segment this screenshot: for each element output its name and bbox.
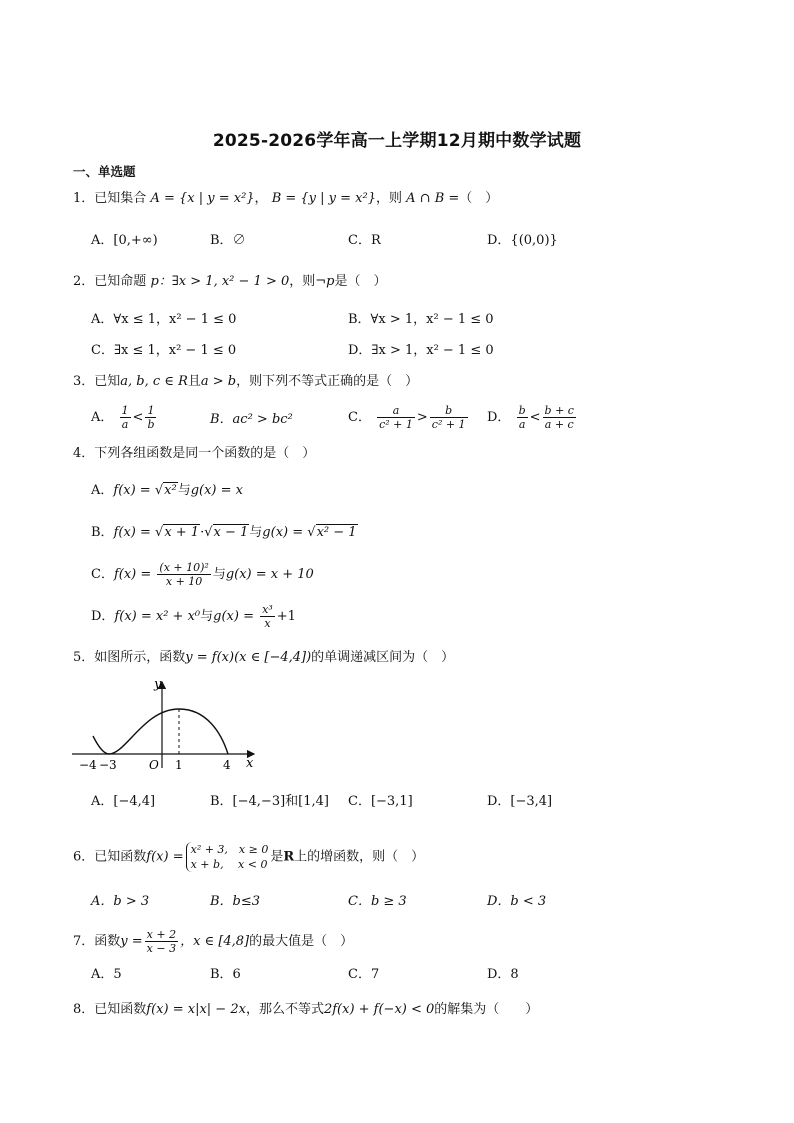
option-3a[interactable]: A． $\frac{1}{a}$ < $\frac{1}{b}$	[91, 404, 155, 431]
question-5: 5．如图所示，函数y = f(x)(x ∈ [−4,4])的单调递减区间为（ ）	[73, 650, 455, 665]
option-5c[interactable]: C．[−3,1]	[348, 794, 413, 809]
option-4b[interactable]: B．f(x) = √x + 1·√x − 1与g(x) = √x² − 1	[91, 525, 357, 540]
origin-label: O	[149, 758, 159, 772]
section-heading: 一、单选题	[73, 164, 136, 179]
question-7: 7．函数y = $\frac{x + 2}{x - 3}$ ，x ∈ [4,8]的最大值是（ ）	[73, 928, 354, 955]
y-label: y	[154, 677, 162, 692]
curve	[93, 709, 228, 754]
question-8: 8．已知函数f(x) = x|x| − 2x，那么不等式2f(x) + f(−x) < 0的解集为（ ）	[73, 1002, 539, 1017]
option-2b[interactable]: B．∀x > 1，x² − 1 ≤ 0	[348, 312, 494, 327]
fraction: $\frac{b}{a}$	[518, 404, 526, 431]
option-4c[interactable]: C．f(x) = $\frac{\text{(x + 10)²}}{x + 10}$ 与g(x) = x + 10	[91, 561, 314, 588]
option-7b[interactable]: B．6	[210, 967, 241, 982]
option-6b[interactable]: B．b≤3	[210, 894, 261, 909]
option-6a[interactable]: A．b > 3	[91, 894, 150, 909]
tick-label: 4	[223, 758, 231, 772]
option-3d[interactable]: D． $\frac{b}{a}$ < $\frac{b + c}{a + c}$	[487, 404, 574, 431]
option-7c[interactable]: C．7	[348, 967, 380, 982]
option-1c[interactable]: C．R	[348, 233, 381, 248]
function-graph	[66, 674, 266, 774]
option-1d[interactable]: D．{(0,0)}	[487, 233, 558, 248]
proposition-p: p：∃x > 1, x² − 1 > 0	[150, 274, 290, 289]
set-b: B = {y | y = x²}	[271, 191, 376, 206]
option-2a[interactable]: A．∀x ≤ 1，x² − 1 ≤ 0	[91, 312, 237, 327]
fraction: $\frac{b}{\text{c² + 1}}$	[431, 404, 466, 431]
fraction: $\frac{1}{a}$	[121, 404, 129, 431]
option-2d[interactable]: D．∃x > 1，x² − 1 ≤ 0	[348, 343, 494, 358]
option-7a[interactable]: A．5	[91, 967, 122, 982]
option-3b[interactable]: B．ac² > bc²	[210, 412, 293, 427]
tick-label: −3	[99, 758, 117, 772]
piecewise-brace: x² + 3, x ≥ 0 x + b, x < 0	[186, 842, 269, 872]
negation-p: ¬p	[315, 274, 335, 289]
fraction: $\frac{a}{\text{c² + 1}}$	[379, 404, 413, 431]
option-5d[interactable]: D．[−3,4]	[487, 794, 553, 809]
fraction: $\frac{1}{b}$	[147, 404, 155, 431]
fraction: $\frac{x + 2}{x - 3}$	[146, 928, 177, 955]
question-3: 3．已知a, b, c ∈ R且a > b，则下列不等式正确的是（ ）	[73, 374, 419, 389]
fraction: $\frac{b + c}{a + c}$	[544, 404, 574, 431]
option-3c[interactable]: C． $\frac{a}{\text{c² + 1}}$ > $\frac{b}{\text{c² + 1}}$	[348, 404, 466, 431]
question-2: 2．已知命题 p：∃x > 1, x² − 1 > 0，则¬p是（ ）	[73, 274, 387, 289]
question-1: 1．已知集合 A = {x | y = x²}， B = {y | y = x²}，则 A ∩ B =（ ）	[73, 191, 499, 206]
option-1b[interactable]: B．∅	[210, 233, 246, 248]
fraction: $\frac{\text{x³}}{x}$	[262, 603, 273, 630]
x-label: x	[246, 756, 254, 771]
tick-label: 1	[175, 758, 183, 772]
page-title: 2025-2026学年高一上学期12月期中数学试题	[212, 131, 582, 151]
option-6d[interactable]: D．b < 3	[487, 894, 547, 909]
fraction: $\frac{\text{(x + 10)²}}{x + 10}$	[159, 561, 209, 588]
option-5a[interactable]: A．[−4,4]	[91, 794, 156, 809]
option-4a[interactable]: A．f(x) = √x²与g(x) = x	[91, 483, 243, 498]
question-6: 6．已知函数f(x) = x² + 3, x ≥ 0 x + b, x < 0 是R上的增函数，则（ ）	[73, 843, 425, 871]
option-5b[interactable]: B．[−4,−3]和[1,4]	[210, 794, 329, 809]
tick-label: −4	[79, 758, 97, 772]
set-a: A = {x | y = x²}	[150, 191, 255, 206]
question-4: 4．下列各组函数是同一个函数的是（ ）	[73, 446, 316, 461]
option-4d[interactable]: D．f(x) = x² + x⁰与g(x) = $\frac{\text{x³}}{x}$ +1	[91, 603, 296, 630]
option-2c[interactable]: C．∃x ≤ 1，x² − 1 ≤ 0	[91, 343, 237, 358]
option-6c[interactable]: C．b ≥ 3	[348, 894, 407, 909]
option-1a[interactable]: A．[0,+∞)	[91, 233, 158, 248]
option-7d[interactable]: D．8	[487, 967, 519, 982]
intersection-expr: A ∩ B =	[406, 191, 460, 206]
